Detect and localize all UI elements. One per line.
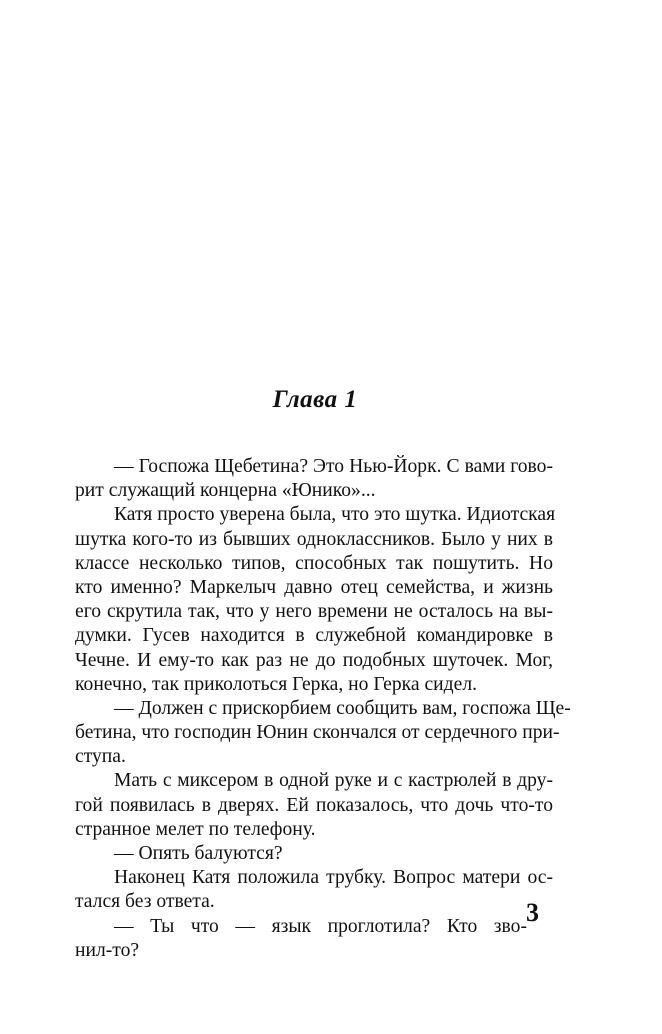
text-line: Наконец Катя положила трубку. Вопрос матери ос- [114, 867, 553, 889]
text-line: бетина, что господин Юнин скончался от сердечного при- [75, 722, 560, 744]
body-text [75, 455, 571, 963]
text-line: Чечне. И ему-то как раз не до подобных шуточек. Мог, [75, 649, 553, 671]
text-line: рит служащий концерна «Юнико»... [75, 480, 376, 502]
text-line: конечно, так приколоться Герка, но Герка сидел. [75, 673, 478, 695]
text-line: Мать с миксером в одной руке и с кастрюлей в дру- [114, 770, 553, 792]
text-line: нил-то? [75, 939, 140, 961]
text-line: шутка кого-то из бывших одноклассников. Было у них в [75, 528, 553, 550]
text-line: думки. Гусев находится в служебной командировке в [75, 625, 553, 647]
text-line: странное мелет по телефону. [75, 818, 316, 840]
chapter-title: Глава 1 [272, 386, 358, 413]
text-line: — Ты что — язык проглотила? Кто зво- [114, 915, 527, 937]
text-line: ступа. [75, 746, 126, 768]
text-line: классе несколько типов, способных так пошутить. Но [75, 552, 553, 574]
text-line: тался без ответа. [75, 891, 215, 913]
text-line: — Госпожа Щебетина? Это Нью-Йорк. С вами гово- [114, 456, 553, 477]
text-line: его скрутила так, что у него времени не осталось на вы- [75, 601, 553, 623]
text-line: кто именно? Маркелыч давно отец семейства, и жизнь [75, 576, 553, 598]
text-line: — Опять балуются? [114, 843, 283, 864]
text-line: Катя просто уверена была, что это шутка. Идиотская [114, 504, 556, 526]
text-line: — Должен с прискорбием сообщить вам, госпожа Ще- [114, 697, 571, 719]
text-line: гой появилась в дверях. Ей показалось, что дочь что-то [75, 794, 553, 816]
page-number: 3 [526, 898, 539, 927]
